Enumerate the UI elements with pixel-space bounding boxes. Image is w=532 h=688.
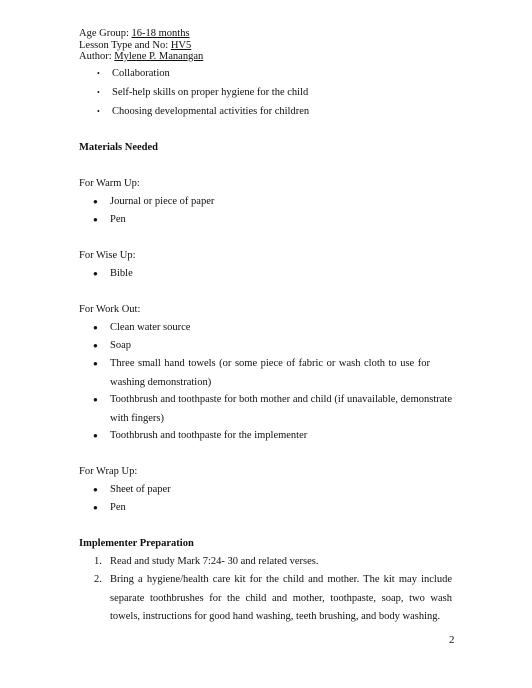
materials-heading: Materials Needed bbox=[79, 142, 159, 153]
lesson-value: HV5 bbox=[170, 39, 192, 51]
objective-item: Self-help skills on proper hygiene for the child bbox=[112, 87, 309, 98]
objective-item: Collaboration bbox=[112, 68, 170, 79]
page-number: 2 bbox=[449, 634, 455, 646]
step-number: 2. bbox=[94, 574, 102, 585]
work-out-label: For Work Out: bbox=[79, 304, 141, 315]
bullet-icon: ● bbox=[93, 395, 98, 404]
wise-up-label: For Wise Up: bbox=[79, 250, 136, 261]
bullet-icon: ● bbox=[93, 197, 98, 206]
bullet-icon: ● bbox=[93, 323, 98, 332]
bullet-icon: ● bbox=[93, 359, 98, 368]
step-text: Bring a hygiene/health care kit for the child and mother. The kit may include separate toothbrushes for the child and mother, toothpaste, soap, two wash towels, instructions for good hand washing, teeth brushing, and body washing. bbox=[110, 574, 452, 622]
warm-up-item: Journal or piece of paper bbox=[110, 196, 215, 207]
bullet-icon: • bbox=[97, 107, 100, 116]
lesson-line bbox=[79, 40, 203, 52]
bullet-icon: ● bbox=[93, 269, 98, 278]
wrap-up-item: Sheet of paper bbox=[110, 484, 171, 495]
work-out-item: Three small hand towels (or some piece of fabric or wash cloth to use for washing demonstration) bbox=[110, 358, 430, 388]
lesson-metadata bbox=[79, 28, 203, 63]
author-value: Mylene P. Manangan bbox=[114, 51, 204, 62]
wrap-up-label: For Wrap Up: bbox=[79, 466, 138, 477]
age-group-label: Age Group: bbox=[79, 28, 132, 39]
wise-up-item: Bible bbox=[110, 268, 133, 279]
work-out-item: Toothbrush and toothpaste for the implementer bbox=[110, 430, 308, 441]
bullet-icon: ● bbox=[93, 485, 98, 494]
wrap-up-item: Pen bbox=[110, 502, 126, 513]
bullet-icon: • bbox=[97, 69, 100, 78]
bullet-icon: ● bbox=[93, 341, 98, 350]
step-text: Read and study Mark 7:24- 30 and related verses. bbox=[110, 556, 319, 567]
work-out-item: Toothbrush and toothpaste for both mother and child (if unavailable, demonstrate with fingers) bbox=[110, 394, 452, 424]
step-number: 1. bbox=[94, 556, 102, 567]
author-label: Author: bbox=[79, 51, 115, 62]
objective-item: Choosing developmental activities for children bbox=[112, 106, 310, 117]
bullet-icon: ● bbox=[93, 431, 98, 440]
warm-up-item: Pen bbox=[110, 214, 126, 225]
preparation-heading: Implementer Preparation bbox=[79, 538, 194, 549]
warm-up-label: For Warm Up: bbox=[79, 178, 140, 189]
bullet-icon: ● bbox=[93, 215, 98, 224]
author-line bbox=[79, 51, 203, 63]
age-group-value: 16-18 months bbox=[131, 28, 190, 39]
bullet-icon: ● bbox=[93, 503, 98, 512]
age-group-line bbox=[79, 28, 203, 40]
bullet-icon: • bbox=[97, 88, 100, 97]
lesson-label: Lesson Type and No: bbox=[79, 39, 171, 51]
work-out-item: Soap bbox=[110, 340, 131, 351]
work-out-item: Clean water source bbox=[110, 322, 191, 333]
